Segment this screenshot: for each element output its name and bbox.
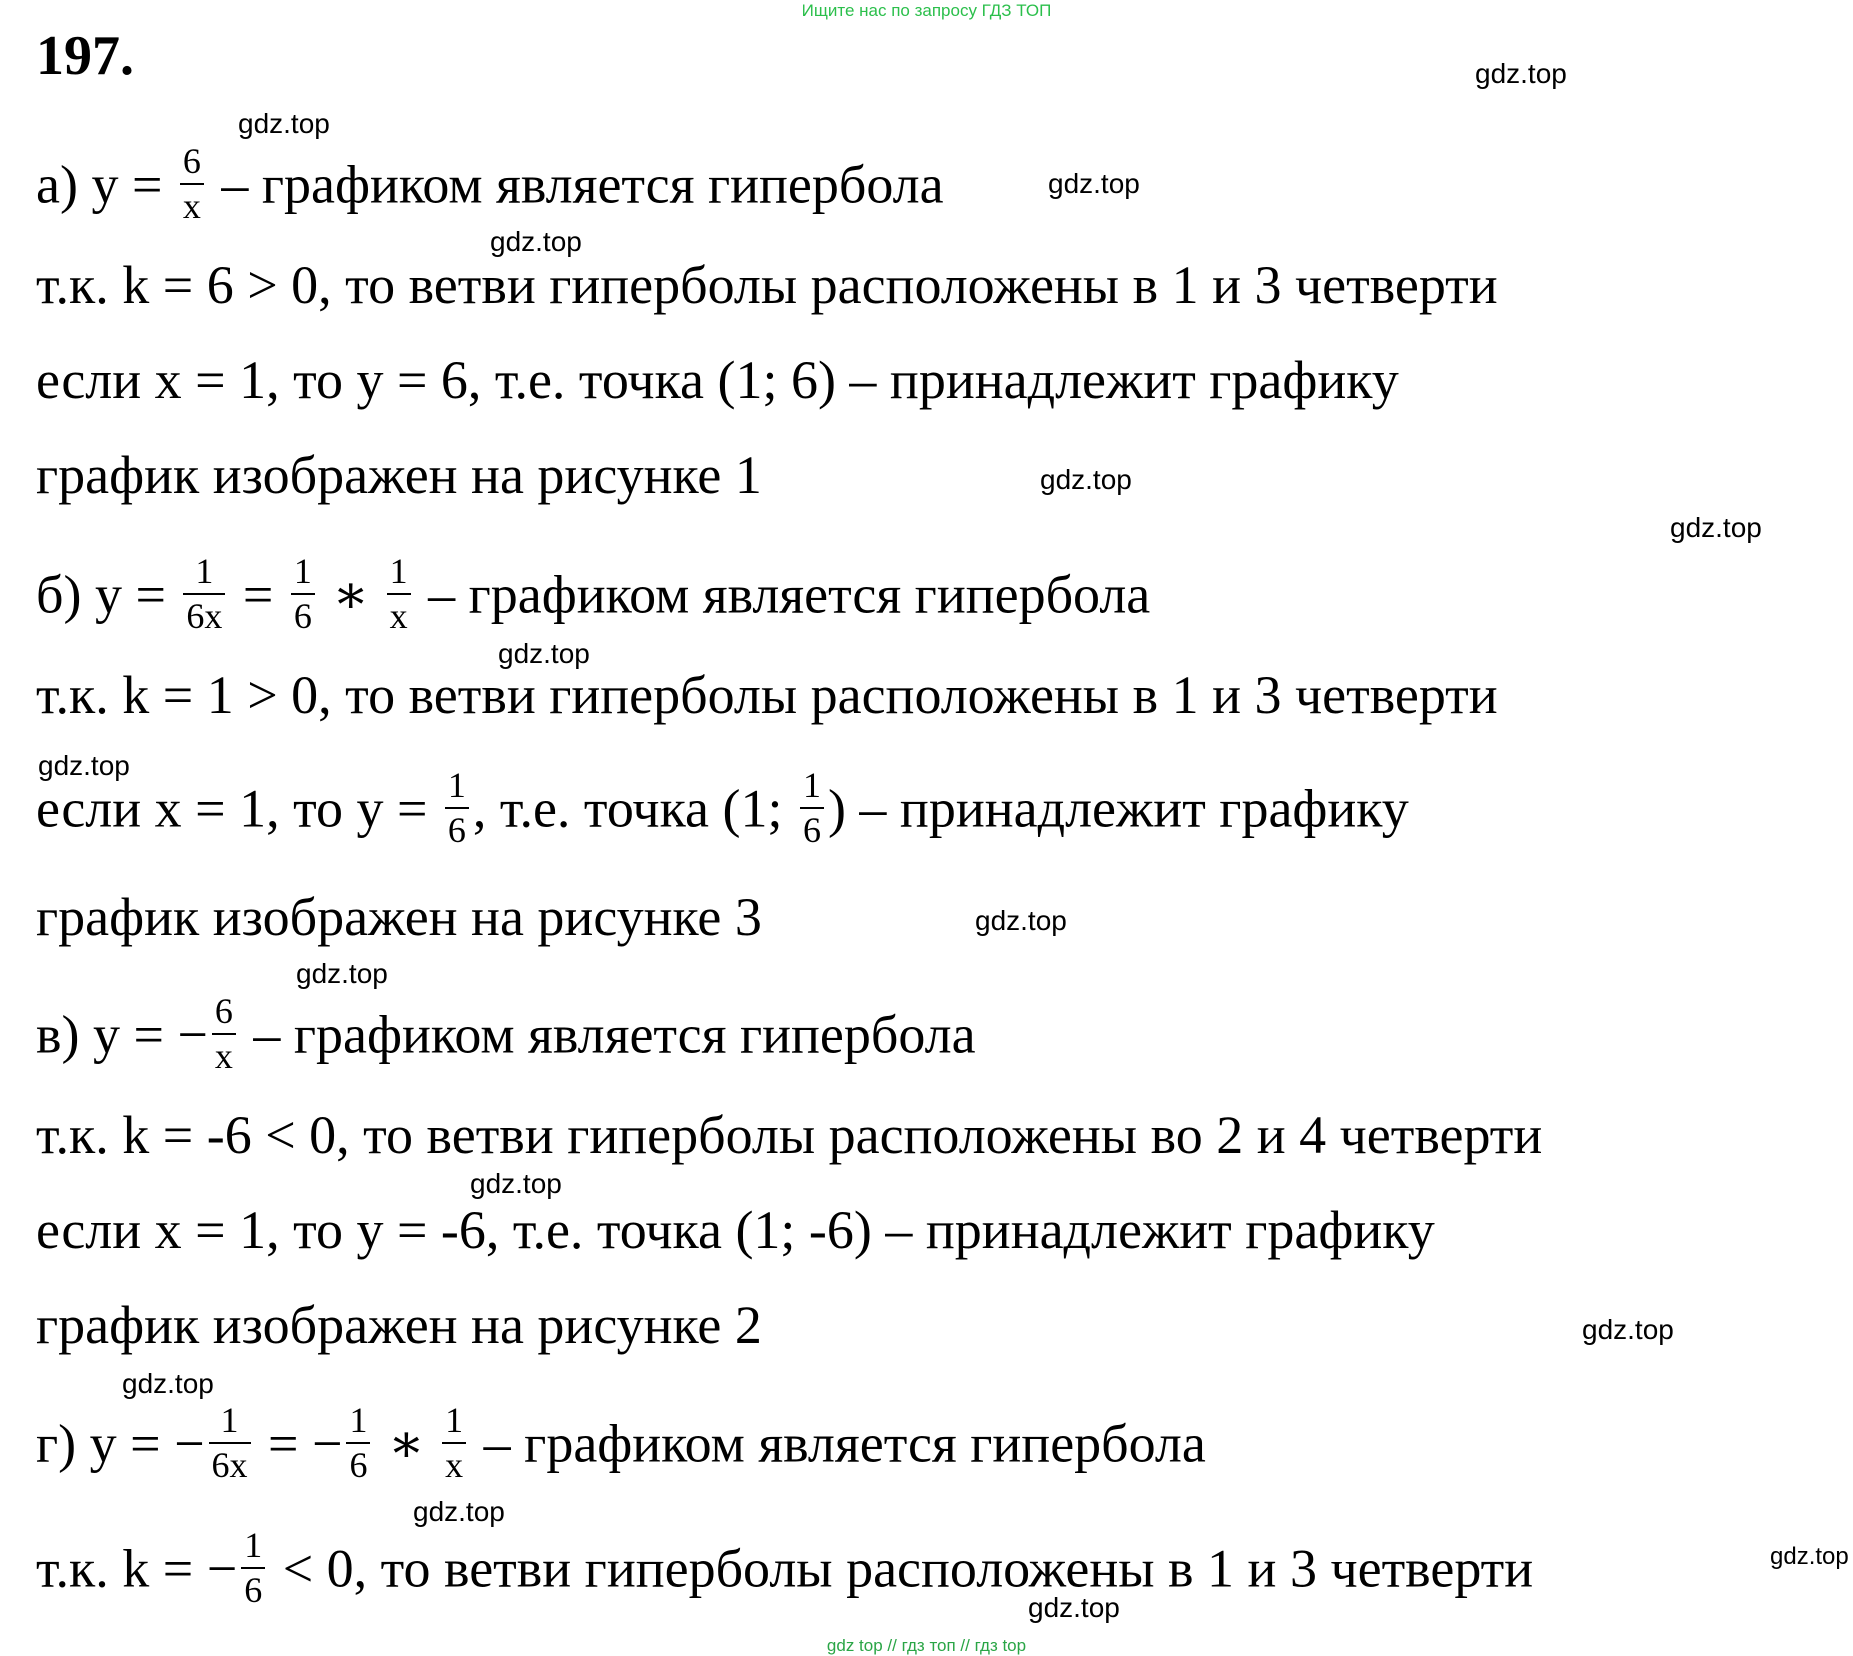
fraction: $\frac{1}{6}$ [346, 1399, 370, 1487]
watermark: gdz.top [1028, 1592, 1120, 1623]
part-g-line2: т.к. k = − $\frac{1}{6}$ < 0, то ветви гиперболы расположены в 1 и 3 четверти [36, 1530, 1533, 1618]
watermark: gdz.top [238, 108, 330, 139]
part-b-equation: б) y = $\frac{1}{6x}$ = $\frac{1}{6}$ ∗ $\frac{1}{x}$ – графиком является гипербола [36, 556, 1150, 644]
fraction: $\frac{1}{6}$ [241, 1524, 265, 1612]
fraction: $\frac{6}{x}$ [180, 140, 204, 228]
fraction: $\frac{1}{6x}$ [183, 550, 225, 638]
watermark: gdz.top [1040, 464, 1132, 495]
part-v-equation: в) y = − $\frac{6}{x}$ – графиком является гипербола [36, 996, 976, 1084]
watermark: gdz.top [498, 638, 590, 669]
fraction: $\frac{1}{6}$ [800, 764, 824, 852]
watermark: gdz.top [413, 1496, 505, 1527]
watermark: gdz.top [490, 226, 582, 257]
watermark: gdz.top [296, 958, 388, 989]
part-b-line2: т.к. k = 1 > 0, то ветви гиперболы расположены в 1 и 3 четверти [36, 665, 1498, 725]
part-v-line2: т.к. k = -6 < 0, то ветви гиперболы расположены во 2 и 4 четверти [36, 1105, 1543, 1165]
fraction: $\frac{1}{6}$ [291, 550, 315, 638]
top-banner: Ищите нас по запросу ГДЗ ТОП [801, 1, 1052, 20]
fraction: $\frac{1}{x}$ [387, 550, 411, 638]
watermark: gdz.top [1670, 512, 1762, 543]
part-v-line4: график изображен на рисунке 2 [36, 1295, 762, 1355]
watermark: gdz.top [470, 1168, 562, 1199]
fraction: $\frac{1}{6}$ [445, 764, 469, 852]
part-a-line4: график изображен на рисунке 1 [36, 445, 762, 505]
watermark: gdz.top [1475, 58, 1567, 89]
watermark: gdz.top [38, 750, 130, 781]
fraction: $\frac{1}{x}$ [442, 1399, 466, 1487]
watermark: gdz.top [1770, 1543, 1849, 1570]
watermark: gdz.top [1048, 168, 1140, 199]
problem-number: 197. [36, 25, 134, 87]
watermark: gdz.top [122, 1368, 214, 1399]
part-a-line3: если x = 1, то y = 6, т.е. точка (1; 6) – принадлежит графику [36, 350, 1399, 410]
part-a-equation: а) y = $\frac{6}{x}$ – графиком является гипербола [36, 146, 944, 234]
part-v-line3: если x = 1, то y = -6, т.е. точка (1; -6) – принадлежит графику [36, 1200, 1435, 1260]
part-b-line4: график изображен на рисунке 3 [36, 887, 762, 947]
part-a-line2: т.к. k = 6 > 0, то ветви гиперболы расположены в 1 и 3 четверти [36, 255, 1498, 315]
watermark: gdz.top [1582, 1314, 1674, 1345]
fraction: $\frac{6}{x}$ [212, 990, 236, 1078]
watermark: gdz.top [975, 905, 1067, 936]
part-b-line3: если x = 1, то y = $\frac{1}{6}$ , т.е. точка (1; $\frac{1}{6}$ ) – принадлежит графику [36, 770, 1409, 858]
fraction: $\frac{1}{6x}$ [209, 1399, 251, 1487]
part-g-equation: г) y = − $\frac{1}{6x}$ = − $\frac{1}{6}$ ∗ $\frac{1}{x}$ – графиком является гипербола [36, 1405, 1206, 1493]
bottom-banner: gdz top // гдз топ // гдз top [826, 1636, 1027, 1655]
